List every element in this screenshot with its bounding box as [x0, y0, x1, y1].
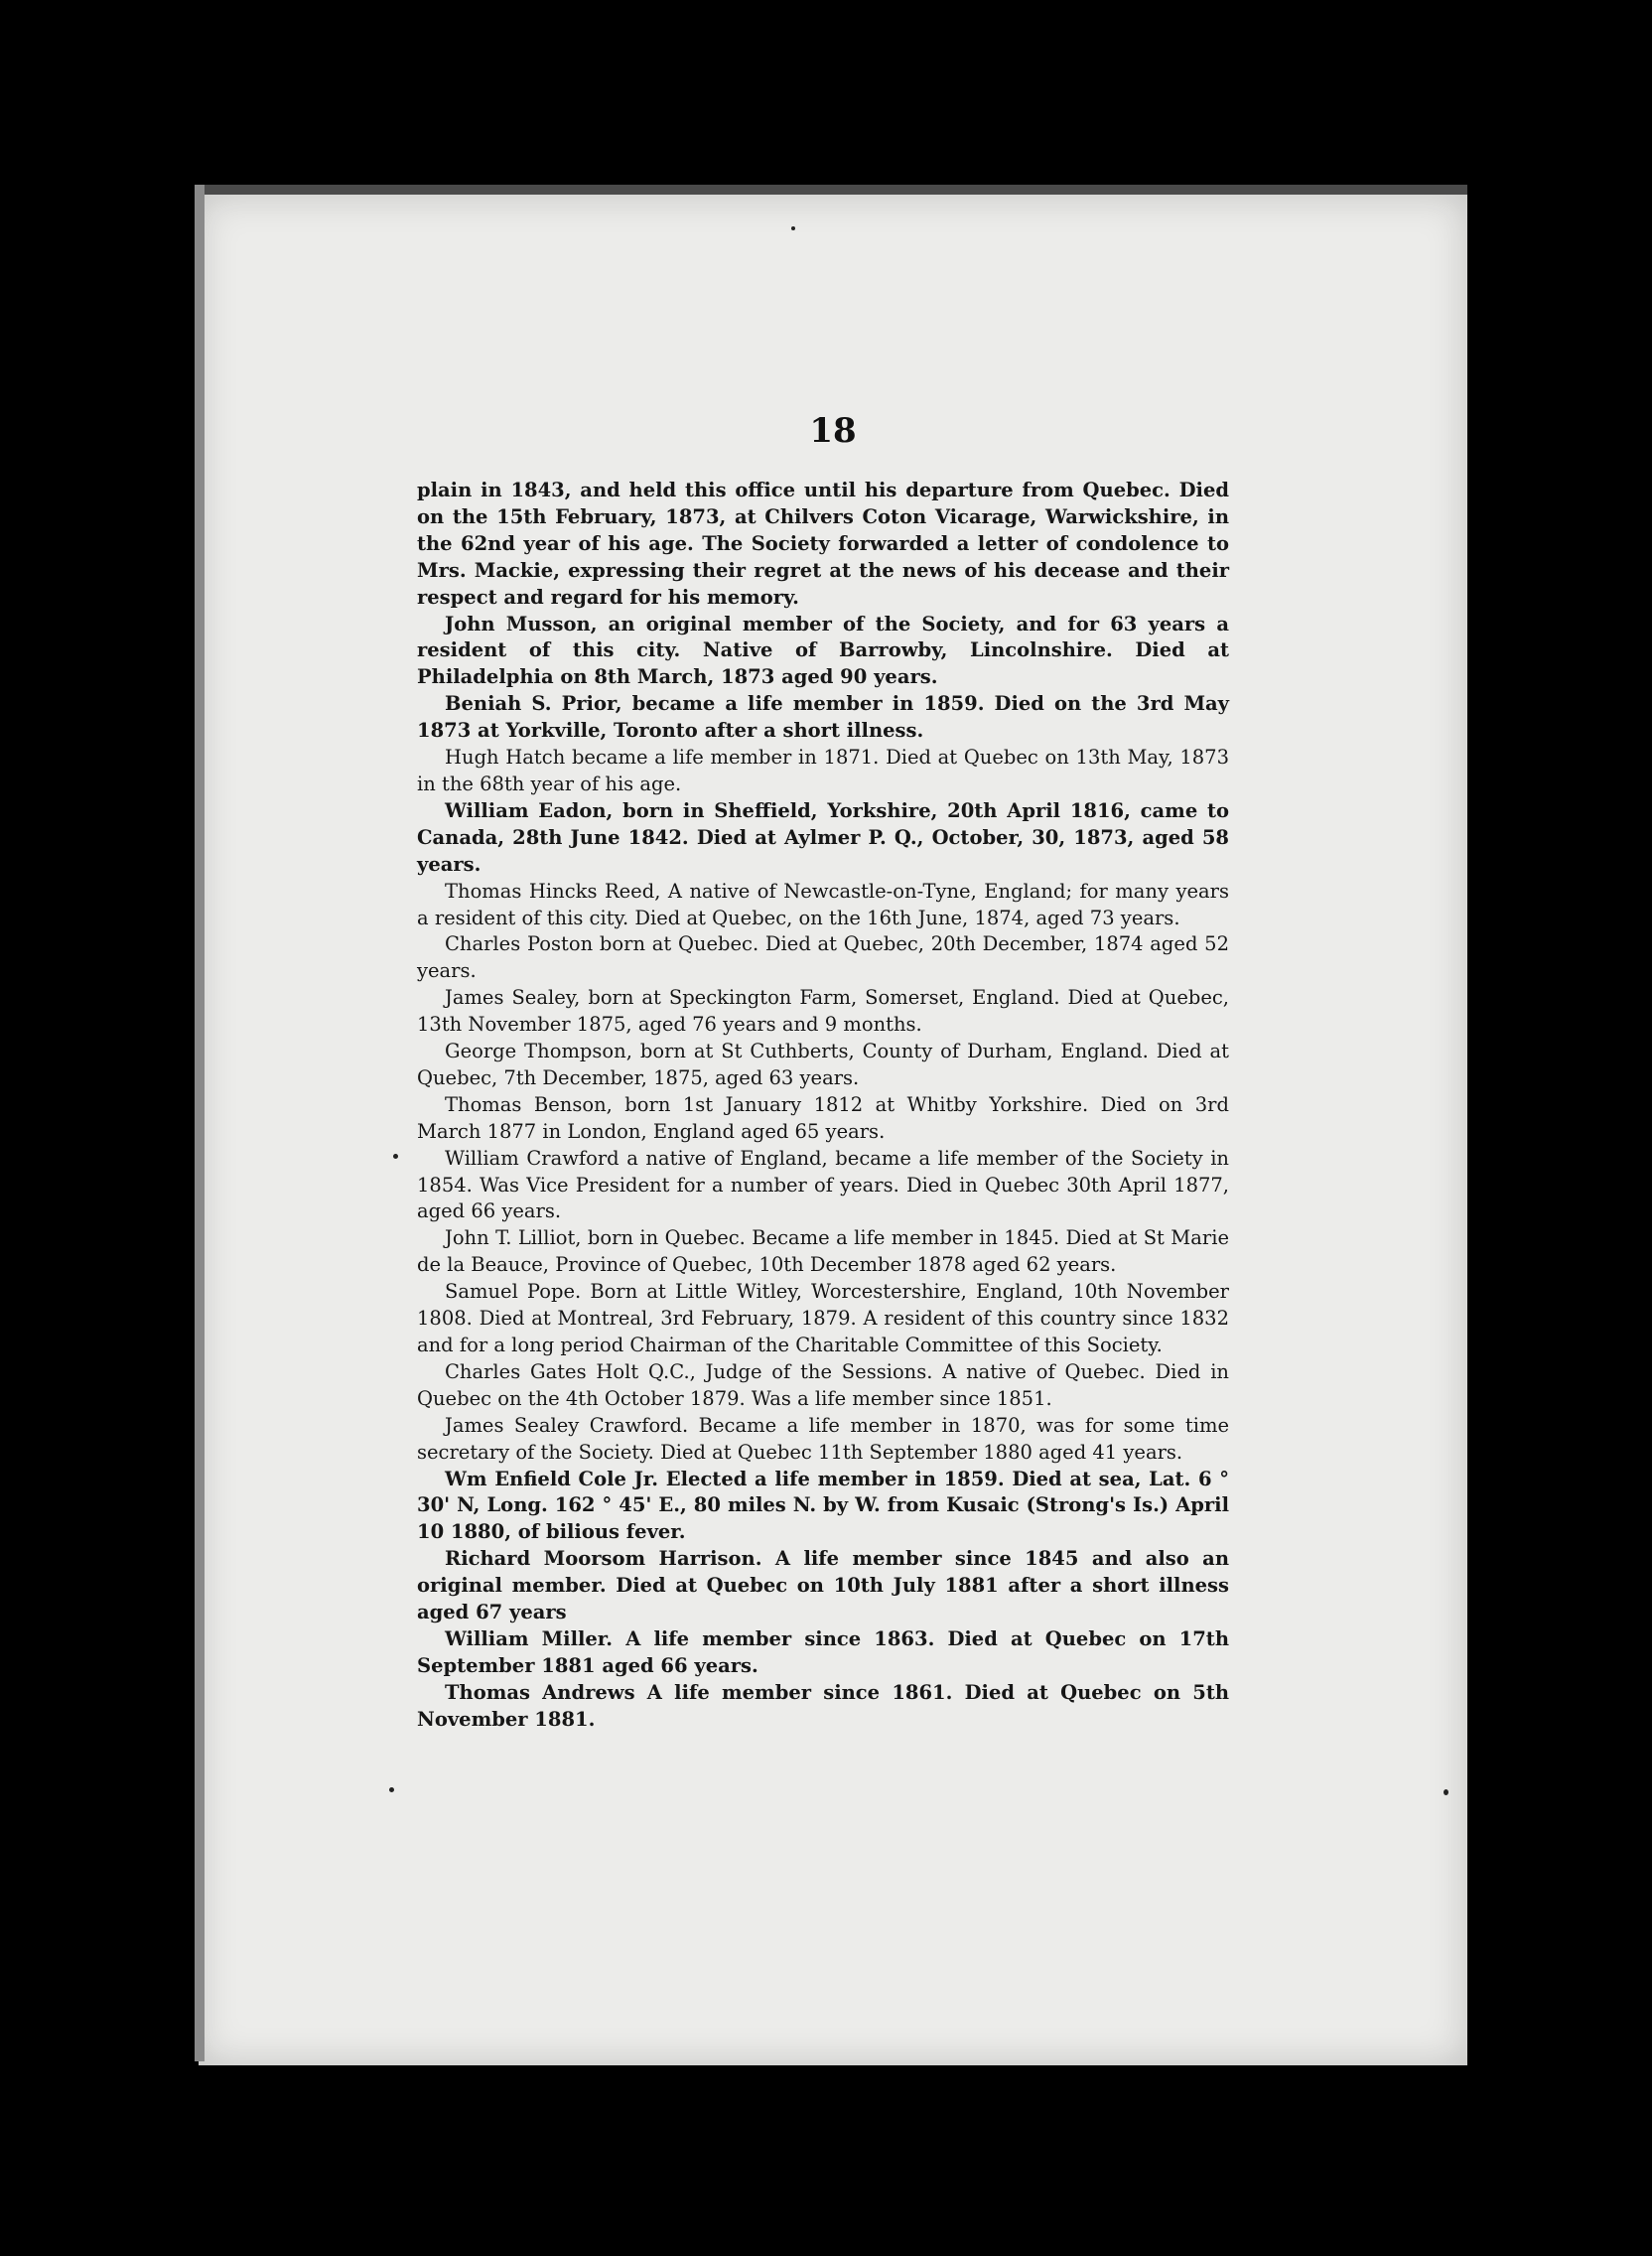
page-edge	[195, 185, 205, 2061]
obituary-text-block	[417, 478, 1229, 1734]
paragraph-eadon: William Eadon, born in Sheffield, Yorkshire, 20th April 1816, came to Canada, 28th June 1842. Died at Aylmer P. Q., October, 30, 1873, aged 58 years.	[417, 798, 1229, 876]
paragraph-cole: Wm Enfield Cole Jr. Elected a life member in 1859. Died at sea, Lat. 6 ° 30' N, Long. 162 ° 45' E., 80 miles N. by W. from Kusaic (Strong's Is.) April 10 1880, of bilious fever.	[417, 1467, 1229, 1544]
paragraph-miller: William Miller. A life member since 1863. Died at Quebec on 17th September 1881 aged 66 years.	[417, 1626, 1229, 1677]
paragraph-mackie: plain in 1843, and held this office until his departure from Quebec. Died on the 15th February, 1873, at Chilvers Coton Vicarage, Warwickshire, in the 62nd year of his age. The Society forwarded a letter of condolence to Mrs. Mackie, expressing their regret at the news of his decease and their respect and regard for his memory.	[417, 479, 1229, 609]
paragraph-andrews: Thomas Andrews A life member since 1861. Died at Quebec on 5th November 1881.	[417, 1680, 1229, 1731]
paragraph-poston: Charles Poston born at Quebec. Died at Quebec, 20th December, 1874 aged 52 years.	[417, 932, 1229, 983]
paragraph-lilliot: John T. Lilliot, born in Quebec. Became a life member in 1845. Died at St Marie de la Beauce, Province of Quebec, 10th December 1878 aged 62 years.	[417, 1226, 1229, 1277]
ink-speck	[791, 226, 795, 230]
paragraph-thompson: George Thompson, born at St Cuthberts, County of Durham, England. Died at Quebec, 7th December, 1875, aged 63 years.	[417, 1040, 1229, 1089]
paragraph-holt: Charles Gates Holt Q.C., Judge of the Sessions. A native of Quebec. Died in Quebec on the 4th October 1879. Was a life member since 1851.	[417, 1359, 1229, 1410]
paragraph-sealey-crawford: James Sealey Crawford. Became a life member in 1870, was for some time secretary of the Society. Died at Quebec 11th September 1880 aged 41 years.	[417, 1413, 1229, 1464]
ink-speck	[389, 1787, 394, 1792]
ink-speck	[393, 1154, 398, 1159]
page-number: 18	[809, 411, 857, 451]
paragraph-prior: Beniah S. Prior, became a life member in 1859. Died on the 3rd May 1873 at Yorkville, Toronto after a short illness.	[417, 692, 1229, 743]
paragraph-hatch: Hugh Hatch became a life member in 1871. Died at Quebec on 13th May, 1873 in the 68th year of his age.	[417, 746, 1229, 795]
document-page	[199, 195, 1467, 2065]
paragraph-benson: Thomas Benson, born 1st January 1812 at Whitby Yorkshire. Died on 3rd March 1877 in London, England aged 65 years.	[417, 1092, 1229, 1143]
paragraph-reed: Thomas Hincks Reed, A native of Newcastle-on-Tyne, England; for many years a resident of this city. Died at Quebec, on the 16th June, 1874, aged 73 years.	[417, 879, 1229, 929]
paragraph-crawford: William Crawford a native of England, became a life member of the Society in 1854. Was Vice President for a number of years. Died in Quebec 30th April 1877, aged 66 years.	[417, 1146, 1229, 1223]
ink-speck	[1444, 1789, 1448, 1795]
paragraph-pope: Samuel Pope. Born at Little Witley, Worcestershire, England, 10th November 1808. Died at Montreal, 3rd February, 1879. A resident of this country since 1832 and for a long period Chairman of the Charitable Committee of this Society.	[417, 1280, 1229, 1356]
paragraph-harrison: Richard Moorsom Harrison. A life member since 1845 and also an original member. Died at Quebec on 10th July 1881 after a short illness aged 67 years	[417, 1547, 1229, 1624]
paragraph-musson: John Musson, an original member of the Society, and for 63 years a resident of this city. Native of Barrowby, Lincolnshire. Died at Philadelphia on 8th March, 1873 aged 90 years.	[417, 612, 1229, 689]
paragraph-sealey: James Sealey, born at Speckington Farm, Somerset, England. Died at Quebec, 13th November 1875, aged 76 years and 9 months.	[417, 986, 1229, 1037]
